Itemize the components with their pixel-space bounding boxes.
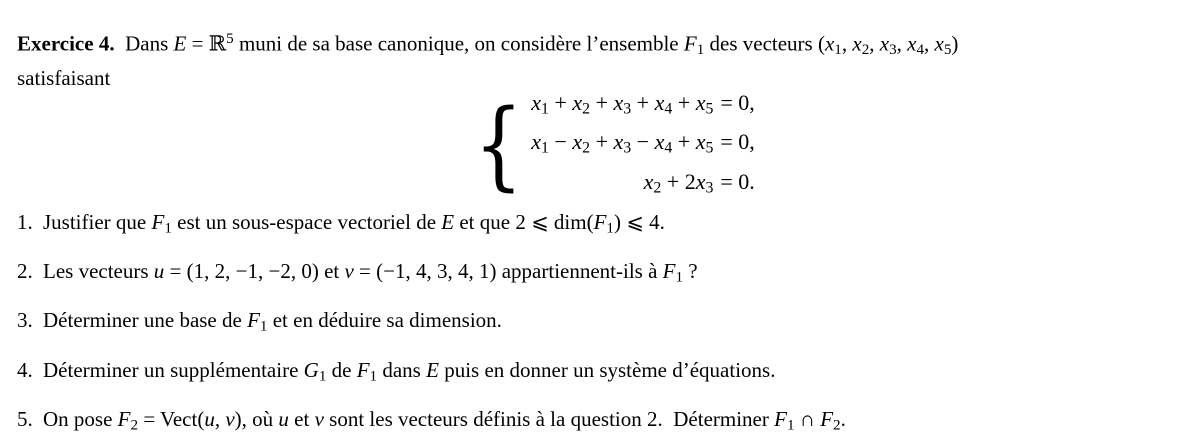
left-brace-symbol: { (474, 88, 524, 201)
question-number: 1. (17, 209, 33, 234)
exercise-intro (17, 25, 1160, 92)
question-text: Justifier que $F_1$ est un sous-espace vectoriel de E et que 2 ⩽ $dim(F_1)$ ⩽ 4. (43, 209, 665, 237)
question-number: 3. (17, 308, 33, 333)
equation-3-lhs: $x_2 + 2x_3$ (643, 168, 714, 197)
question-item-1 (17, 209, 1160, 242)
question-text: Déterminer une base de $F_1$ et en déduire sa dimension. (43, 308, 502, 335)
equation-grid (531, 86, 755, 204)
question-item-5 (17, 406, 1160, 439)
equation-system (40, 88, 1183, 201)
question-text: Déterminer un supplémentaire $G_1$ de $F_1$ dans E puis en donner un système d’équations. (43, 357, 776, 385)
question-text: Les vecteurs u = (1, 2, −1, −2, 0) et v = (−1, 4, 3, 4, 1) appartiennent-ils à $F_1$ ? (43, 259, 698, 286)
intro-line-1: Exercice 4. Dans E = ℝ$^5$ muni de sa base canonique, on considère l’ensemble $F_1$ des vecteurs ($x_1$, $x_2$, $x_3$, $x_4$, $x_5$) (17, 31, 959, 58)
equation-2-lhs: $x_1 - x_2 + x_3 - x_4 + x_5$ (531, 129, 714, 157)
equation-1-lhs: $x_1 + x_2 + x_3 + x_4 + x_5$ (531, 89, 714, 118)
equation-3-rhs: = 0. (720, 168, 755, 194)
question-item-4 (17, 357, 1160, 390)
equation-1-rhs: = 0, (720, 89, 755, 115)
question-number: 5. (17, 407, 33, 432)
question-number: 2. (17, 259, 33, 284)
equation-2-rhs: = 0, (720, 129, 755, 155)
question-item-2 (17, 258, 1160, 291)
question-text: On pose $F_2$ = Vect(u, v), où u et v sont les vecteurs définis à la question 2. Déterminer $F_1$ ∩ $F_2$. (43, 407, 846, 434)
intro-line-2: satisfaisant (17, 65, 111, 90)
question-number: 4. (17, 357, 33, 382)
question-list (17, 209, 1160, 439)
question-item-3 (17, 307, 1160, 340)
